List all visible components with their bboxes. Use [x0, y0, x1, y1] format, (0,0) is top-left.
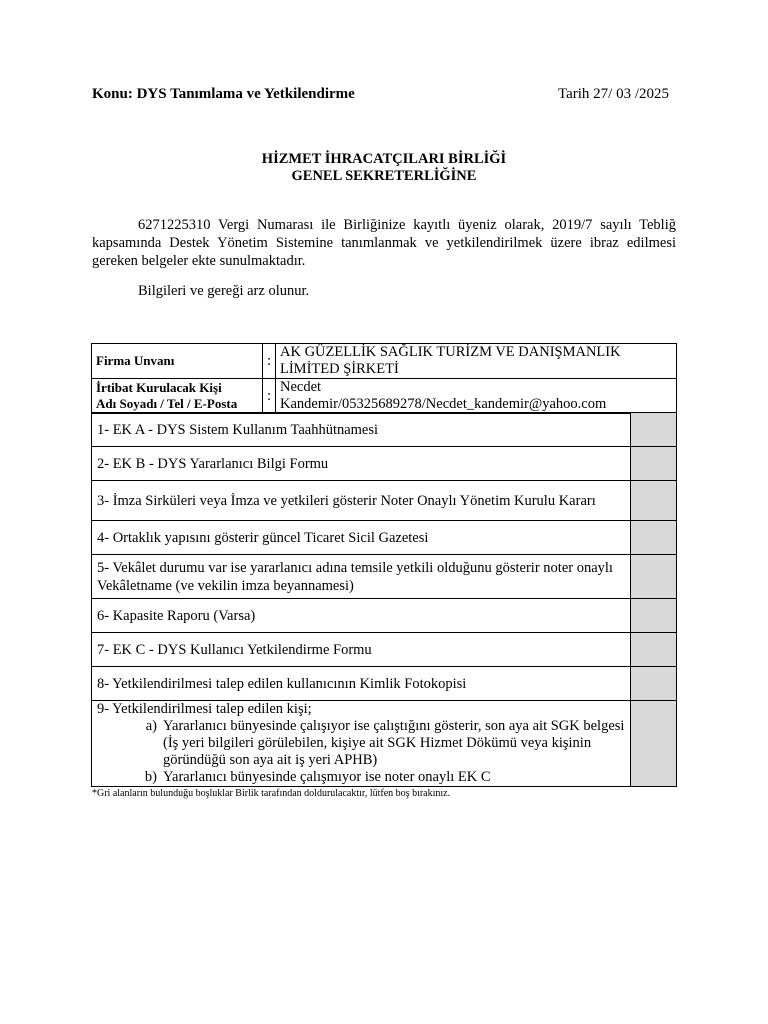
document-check-cell-2	[631, 447, 677, 481]
document-row	[92, 633, 677, 667]
contact-value	[276, 379, 677, 414]
contact-label	[92, 379, 263, 414]
document-item-6: 6- Kapasite Raporu (Varsa)	[92, 599, 631, 633]
contact-label-line-1: İrtibat Kurulacak Kişi	[96, 380, 222, 395]
item9-option-a	[97, 718, 625, 769]
document-check-cell-7	[631, 633, 677, 667]
document-check-cell-8	[631, 667, 677, 701]
document-check-cell-4	[631, 521, 677, 555]
document-row	[92, 413, 677, 447]
document-row	[92, 667, 677, 701]
company-row	[92, 344, 677, 379]
item9-marker-b: b)	[144, 769, 157, 785]
document-item-4: 4- Ortaklık yapısını gösterir güncel Ticaret Sicil Gazetesi	[92, 521, 631, 555]
date-line: Tarih 27/ 03 /2025	[558, 86, 670, 102]
document-item-2: 2- EK B - DYS Yararlanıcı Bilgi Formu	[92, 447, 631, 481]
document-row	[92, 555, 677, 599]
document-check-cell-1	[631, 413, 677, 447]
contact-label-line-2: Adı Soyadı / Tel / E-Posta	[96, 396, 238, 411]
item9-text-a: Yararlanıcı bünyesinde çalışıyor ise çalıştığını gösterir, son aya ait SGK belgesi (İş yeri bilgileri görülebilen, kişiye ait SGK Hizmet Dökümü veya kişinin göründüğü son aya ait iş yeri APHB)	[163, 718, 625, 768]
addressee-line-1: HİZMET İHRACATÇILARI BİRLİĞİ	[261, 151, 507, 167]
contact-colon: :	[263, 379, 276, 414]
body-paragraph-1: 6271225310 Vergi Numarası ile Birliğinize kayıtlı üyeniz olarak, 2019/7 sayılı Tebliğ kapsamında Destek Yönetim Sistemine tanımlanmak ve yetkilendirilmek üzere ibraz edilmesi gereken belgeler ekte sunulmaktadır.	[92, 217, 676, 269]
addressee-line-2: GENEL SEKRETERLİĞİNE	[291, 168, 477, 184]
company-label: Firma Unvanı	[92, 344, 263, 379]
body-paragraph-2: Bilgileri ve gereği arz olunur.	[138, 283, 310, 299]
document-check-cell-3	[631, 481, 677, 521]
company-value: AK GÜZELLİK SAĞLIK TURİZM VE DANIŞMANLIK LİMİTED ŞİRKETİ	[276, 344, 677, 379]
document-row	[92, 521, 677, 555]
company-colon: :	[263, 344, 276, 379]
document-row	[92, 599, 677, 633]
document-check-cell-6	[631, 599, 677, 633]
contact-value-line-1: Necdet	[280, 379, 322, 395]
document-item-3: 3- İmza Sirküleri veya İmza ve yetkileri gösterir Noter Onaylı Yönetim Kurulu Kararı	[92, 481, 631, 521]
contact-value-line-2: Kandemir/05325689278/Necdet_kandemir@yahoo.com	[280, 396, 607, 412]
item9-intro: 9- Yetkilendirilmesi talep edilen kişi;	[97, 701, 312, 717]
document-item-9	[92, 701, 631, 787]
document-item-5: 5- Vekâlet durumu var ise yararlanıcı adına temsile yetkili olduğunu gösterir noter onaylı Vekâletname (ve vekilin imza beyannamesi)	[92, 555, 631, 599]
documents-table	[91, 412, 677, 787]
item9-text-b: Yararlanıcı bünyesinde çalışmıyor ise noter onaylı EK C	[163, 769, 491, 785]
company-info-table	[91, 343, 677, 414]
footnote: *Gri alanların bulunduğu boşluklar Birlik tarafından doldurulacaktır, lütfen boş bırakınız.	[92, 788, 451, 799]
item9-marker-a: a)	[145, 718, 157, 734]
document-row	[92, 447, 677, 481]
document-check-cell-9	[631, 701, 677, 787]
document-row	[92, 701, 677, 787]
contact-row	[92, 379, 677, 414]
document-item-7: 7- EK C - DYS Kullanıcı Yetkilendirme Formu	[92, 633, 631, 667]
document-check-cell-5	[631, 555, 677, 599]
subject-line: Konu: DYS Tanımlama ve Yetkilendirme	[92, 86, 355, 102]
document-row	[92, 481, 677, 521]
item9-option-b	[97, 769, 625, 786]
document-item-8: 8- Yetkilendirilmesi talep edilen kullanıcının Kimlik Fotokopisi	[92, 667, 631, 701]
document-item-1: 1- EK A - DYS Sistem Kullanım Taahhütnamesi	[92, 413, 631, 447]
